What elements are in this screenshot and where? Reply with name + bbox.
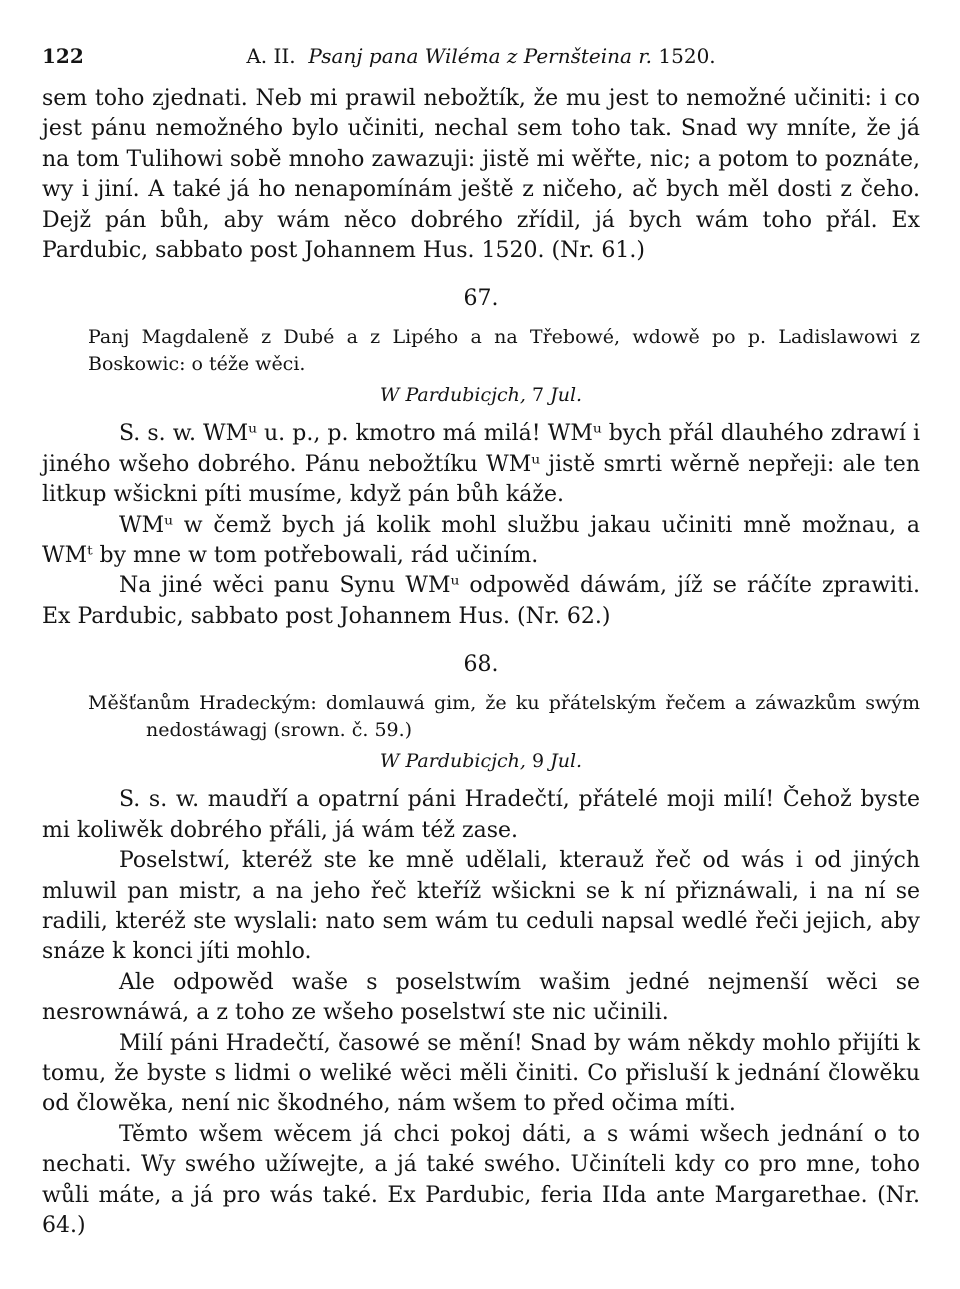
running-header bbox=[42, 44, 920, 84]
place-date: 7 bbox=[531, 384, 545, 407]
letter-heading-68: Měšťanům Hradeckým: domlauwá gim, že ku přátelským řečem a záwazkům swým nedostáwagj (srown. č. 59.) bbox=[88, 692, 920, 742]
place-name: W Pardubicjch, bbox=[379, 384, 526, 407]
place-date: 9 bbox=[531, 750, 545, 773]
letter-67-paragraph: S. s. w. WMᵘ u. p., p. kmotro má milá! WMᵘ bych přál dlauhého zdrawí i jiného wšeho dobrého. Pánu nebožtíku WMᵘ jistě smrti wěrně nepřeji: ale ten litkup wšickni píti musíme, když pán bůh káže. bbox=[42, 421, 920, 508]
header-prefix: A. II. bbox=[246, 44, 296, 68]
header-title bbox=[42, 44, 920, 68]
letter-number-68: 68. bbox=[463, 652, 499, 678]
letter-68-paragraph: Milí páni Hradečtí, časowé se mění! Snad by wám někdy mohlo přijíti k tomu, že byste s lidmi o weliké wěci měli činiti. Co přisluší k jednání člowěku od člowěka, není nic škodného, nám wšem to před očima míti. bbox=[42, 1030, 920, 1117]
letter-68-paragraph: Ale odpowěd waše s poselstwím wašim jedné nejmenší wěci se nesrownáwá, a z toho ze wšeho poselstwí ste nic učinili. bbox=[42, 969, 920, 1026]
letter-68-paragraph: Poselstwí, kteréž ste ke mně udělali, kterauž řeč od wás i od jiných mluwil pan mistr, a na jeho řeč kteříž wšickni se k ní přiznáwali, i na ní se radili, kteréž ste wyslali: nato sem wám tu ceduli napsal wedlé řeči jejich, aby snáze k konci jíti mohlo. bbox=[42, 848, 920, 965]
book-page bbox=[42, 44, 920, 1241]
letter-heading-67: Panj Magdaleně z Dubé a z Lipého a na Třebowé, wdowě po p. Ladislawowi z Boskowic: o téže wěci. bbox=[88, 326, 920, 376]
letter-number-67: 67. bbox=[463, 286, 499, 312]
letter-68-paragraph: Těmto wšem wěcem já chci pokoj dáti, a s wámi wšech jednání o to nechati. Wy swého užíwejte, a já také swého. Učiníteli kdy co pro mne, toho wůli máte, a já pro wás také. Ex Pardubic, feria IIda ante Margarethae. (Nr. 64.) bbox=[42, 1121, 920, 1238]
page-number: 122 bbox=[42, 44, 84, 68]
letter-place-68 bbox=[42, 747, 920, 775]
header-year: 1520. bbox=[658, 44, 716, 68]
continuation-paragraph: sem toho zjednati. Neb mi prawil nebožtík, že mu jest to nemožné učiniti: i co jest pánu nemožného bylo učiniti, nechal sem toho tak. Snad wy mníte, že já na tom Tulihowi sobě mnoho zawazuji: jistě mi wěřte, nic; a potom to poznáte, wy i jiní. A také já ho nenapomínám ještě z ničeho, ač bych měl dosti z čeho. Dejž pán bůh, aby wám něco dobrého zřídil, já bych wám toho přál. Ex Pardubic, sabbato post Johannem Hus. 1520. (Nr. 61.) bbox=[42, 86, 920, 264]
letter-place-67 bbox=[42, 381, 920, 409]
place-month: Jul. bbox=[550, 750, 583, 773]
letter-67-paragraph: Na jiné wěci panu Synu WMᵘ odpowěd dáwám, jíž se ráčíte zprawiti. Ex Pardubic, sabbato post Johannem Hus. (Nr. 62.) bbox=[42, 573, 920, 629]
place-name: W Pardubicjch, bbox=[379, 750, 526, 773]
header-title-italic: Psanj pana Wiléma z Pernšteina r. bbox=[308, 44, 653, 68]
place-month: Jul. bbox=[550, 384, 583, 407]
letter-67-paragraph: WMᵘ w čemž bych já kolik mohl službu jakau učiniti mně možnau, a WMᵗ by mne w tom potřebowali, rád učiním. bbox=[42, 512, 920, 569]
letter-68-paragraph: S. s. w. maudří a opatrní páni Hradečtí, přátelé moji milí! Čehož byste mi koliwěk dobrého přáli, já wám též zase. bbox=[42, 787, 920, 843]
